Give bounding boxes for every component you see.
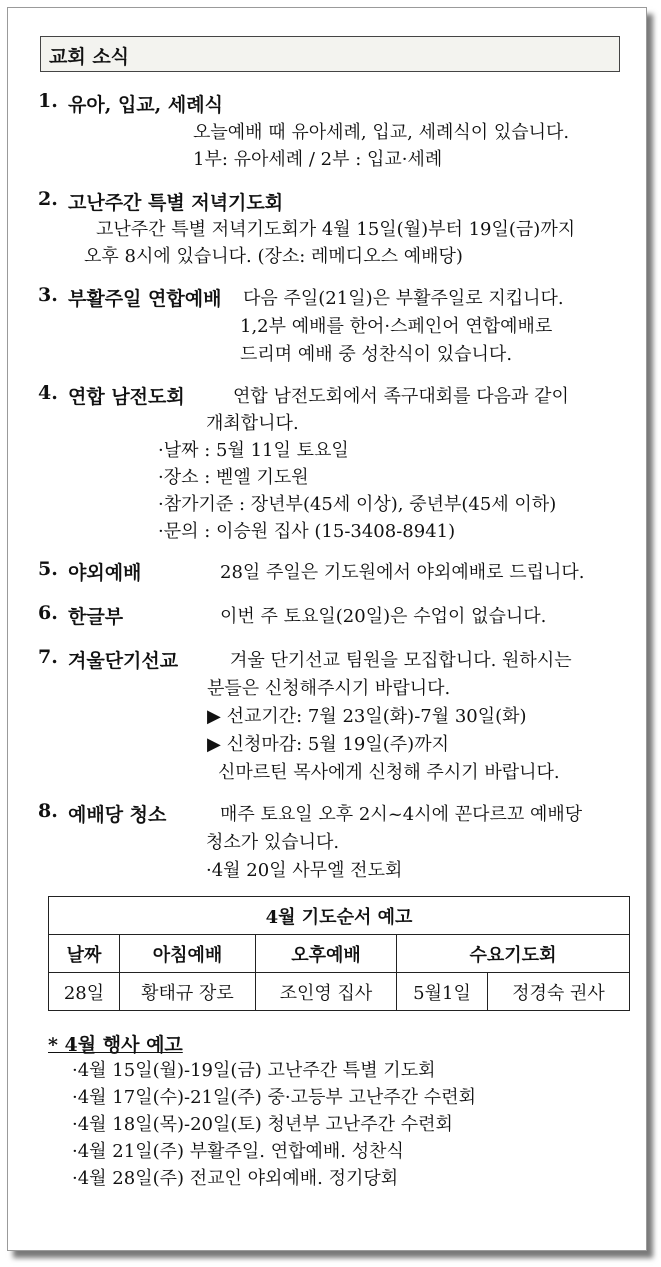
event-line: ·4월 21일(주) 부활주일. 연합예배. 성찬식	[72, 1141, 404, 1162]
item-line: 28일 주일은 기도원에서 야외예배로 드립니다.	[220, 562, 585, 583]
item-line: 연합 남전도회에서 족구대회를 다음과 같이	[233, 386, 569, 407]
item-line: 청소가 있습니다.	[206, 832, 340, 853]
item-line: ▶ 신청마감: 5월 19일(주)까지	[207, 734, 449, 755]
event-line: ·4월 15일(월)-19일(금) 고난주간 특별 기도회	[72, 1060, 436, 1081]
item-line: 오늘예배 때 유아세례, 입교, 세례식이 있습니다.	[193, 122, 570, 143]
table-cell: 5월1일	[397, 973, 488, 1011]
item-line: ▶ 선교기간: 7월 23일(화)-7월 30일(화)	[207, 706, 527, 727]
table-cell: 28일	[49, 973, 120, 1011]
table-cell: 정경숙 권사	[488, 973, 630, 1011]
event-line: ·4월 28일(주) 전교인 야외예배. 정기당회	[72, 1168, 399, 1189]
item-line: 드리며 예배 중 성찬식이 있습니다.	[240, 344, 513, 365]
section-header	[40, 36, 620, 72]
item-title: 겨울단기선교	[68, 650, 179, 672]
item-number: 7.	[38, 646, 58, 668]
item-line: 오후 8시에 있습니다. (장소: 레메디오스 예배당)	[84, 246, 463, 267]
item-number: 6.	[38, 602, 58, 624]
item-line: ·문의 : 이승원 집사 (15-3408-8941)	[158, 521, 456, 542]
item-title: 한글부	[68, 606, 124, 628]
table-header: 아침예배	[120, 935, 256, 973]
bulletin-page	[7, 7, 647, 1251]
item-line: ·참가기준 : 장년부(45세 이상), 중년부(45세 이하)	[158, 494, 557, 515]
item-line: ·장소 : 벧엘 기도원	[158, 467, 309, 488]
item-title: 예배당 청소	[68, 804, 167, 826]
item-number: 3.	[38, 284, 58, 306]
event-line: ·4월 17일(수)-21일(주) 중·고등부 고난주간 수련회	[72, 1087, 476, 1108]
section-title: 교회 소식	[49, 46, 130, 68]
item-title: 야외예배	[68, 562, 142, 584]
item-number: 4.	[38, 382, 58, 404]
item-title: 연합 남전도회	[68, 386, 185, 408]
item-line: 분들은 신청해주시기 바랍니다.	[207, 678, 451, 699]
item-title: 부활주일 연합예배	[68, 288, 222, 310]
table-header: 오후예배	[256, 935, 397, 973]
table-header: 날짜	[49, 935, 120, 973]
item-title: 고난주간 특별 저녁기도회	[68, 192, 284, 214]
item-number: 8.	[38, 800, 58, 822]
item-line: 1,2부 예배를 한어·스페인어 연합예배로	[240, 316, 553, 337]
item-number: 2.	[38, 188, 58, 210]
table-row	[49, 973, 630, 1011]
item-line: 1부: 유아세례 / 2부 : 입교·세례	[193, 149, 443, 170]
item-line: ·날짜 : 5월 11일 토요일	[158, 440, 349, 461]
table-cell: 조인영 집사	[256, 973, 397, 1011]
events-title: * 4월 행사 예고	[48, 1034, 183, 1056]
item-line: ·4월 20일 사무엘 전도회	[206, 860, 403, 881]
item-line: 겨울 단기선교 팀원을 모집합니다. 원하시는	[230, 650, 572, 671]
event-line: ·4월 18일(목)-20일(토) 청년부 고난주간 수련회	[72, 1114, 453, 1135]
item-number: 5.	[38, 558, 58, 580]
item-line: 이번 주 토요일(20일)은 수업이 없습니다.	[220, 606, 547, 627]
item-line: 고난주간 특별 저녁기도회가 4월 15일(월)부터 19일(금)까지	[96, 219, 576, 240]
item-line: 다음 주일(21일)은 부활주일로 지킵니다.	[243, 288, 564, 309]
table-title: 4월 기도순서 예고	[49, 897, 630, 935]
table-cell: 황태규 장로	[120, 973, 256, 1011]
item-title: 유아, 입교, 세례식	[68, 94, 223, 116]
item-line: 신마르틴 목사에게 신청해 주시기 바랍니다.	[218, 762, 560, 783]
prayer-schedule-table	[48, 896, 630, 1011]
table-header: 수요기도회	[397, 935, 630, 973]
item-line: 개최합니다.	[206, 413, 299, 434]
item-line: 매주 토요일 오후 2시~4시에 꼰다르꼬 예배당	[220, 804, 583, 825]
item-number: 1.	[38, 90, 58, 112]
